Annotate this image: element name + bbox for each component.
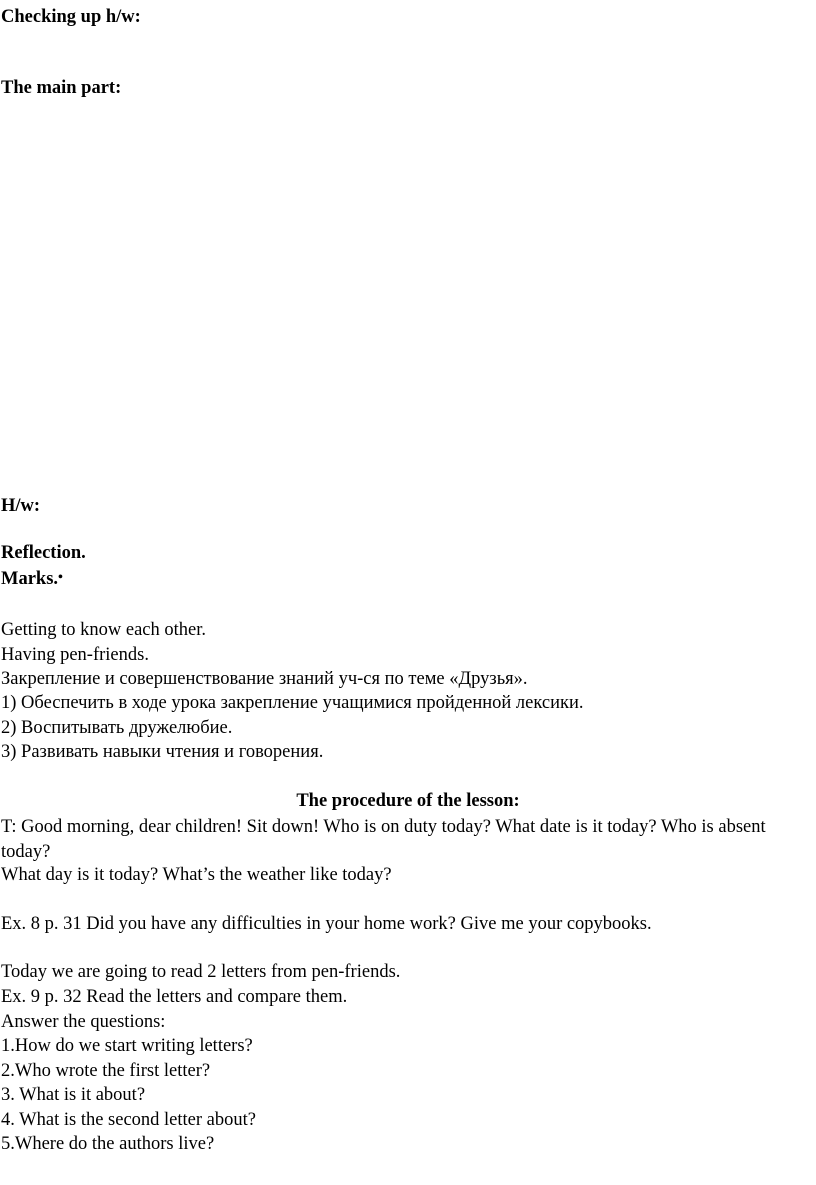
teacher-greeting: T: Good morning, dear children! Sit down! Who is on duty today? What date is it today? Who is absent today? <box>1 817 766 862</box>
exercise-9: Ex. 9 p. 32 Read the letters and compare them. <box>1 987 348 1007</box>
topic-1: Getting to know each other. <box>1 620 206 640</box>
main-part-heading: The main part: <box>1 78 122 98</box>
question-2: 2.Who wrote the first letter? <box>1 1061 211 1081</box>
question-5: 5.Where do the authors live? <box>1 1134 215 1154</box>
procedure-title: The procedure of the lesson: <box>296 791 520 811</box>
reflection-heading: Reflection. <box>1 543 86 563</box>
objective-1: 1) Обеспечить в ходе урока закрепление учащимися пройденной лексики. <box>1 693 584 713</box>
questions-intro: Answer the questions: <box>1 1012 166 1032</box>
question-3: 3. What is it about? <box>1 1085 146 1105</box>
question-4: 4. What is the second letter about? <box>1 1110 256 1130</box>
marks-label: Marks. <box>1 569 59 589</box>
checking-homework-heading: Checking up h/w: <box>1 7 141 27</box>
homework-heading: H/w: <box>1 496 41 516</box>
objective-3: 3) Развивать навыки чтения и говорения. <box>1 742 324 762</box>
objective-2: 2) Воспитывать дружелюбие. <box>1 718 233 738</box>
homework-check: Ex. 8 p. 31 Did you have any difficulties in your home work? Give me your copybooks. <box>1 914 652 934</box>
weather-question: What day is it today? What’s the weather like today? <box>1 865 392 885</box>
lesson-aim: Закрепление и совершенствование знаний уч-ся по теме «Друзья». <box>1 669 528 689</box>
reading-intro: Today we are going to read 2 letters from pen-friends. <box>1 962 401 982</box>
topic-2: Having pen-friends. <box>1 645 149 665</box>
bullet-icon: • <box>58 570 63 585</box>
marks-heading <box>1 568 63 592</box>
question-1: 1.How do we start writing letters? <box>1 1036 253 1056</box>
